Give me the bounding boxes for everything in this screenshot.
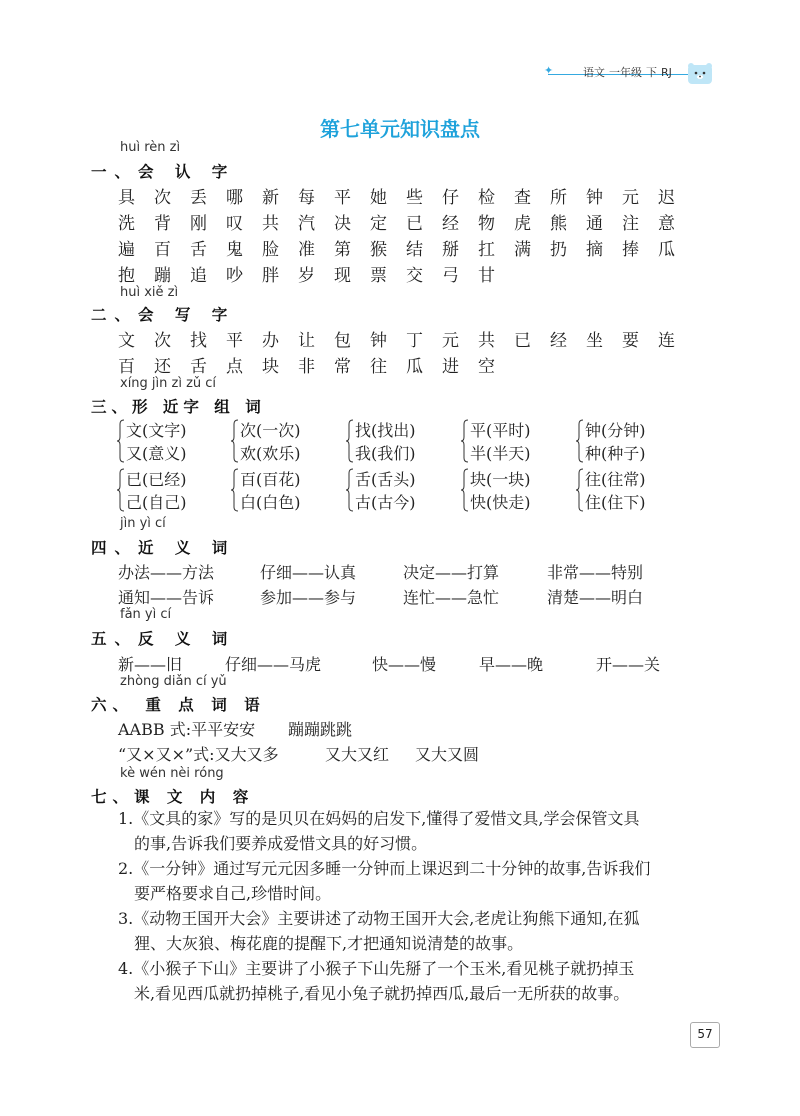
section5-heading: 五、反 义 词 xyxy=(91,630,236,648)
char-row xyxy=(118,209,694,235)
char: 脸 xyxy=(262,240,279,260)
char: 吵 xyxy=(226,266,243,286)
char: 次 xyxy=(154,188,171,208)
char: 丁 xyxy=(406,331,423,351)
aabb-example: 蹦蹦跳跳 xyxy=(288,720,353,739)
char: 往 xyxy=(370,357,387,377)
similar-char-group xyxy=(575,418,685,464)
lesson-summaries xyxy=(118,806,718,1006)
star-icon: ✦ xyxy=(544,64,554,77)
char: 她 xyxy=(370,188,387,208)
char: 舌 xyxy=(190,357,207,377)
brace-icon xyxy=(345,418,355,464)
char: 共 xyxy=(262,214,279,234)
char: 追 xyxy=(190,266,207,286)
section4-pinyin: jìn yì cí xyxy=(120,516,166,531)
section6-pinyin: zhòng diǎn cí yǔ xyxy=(120,674,227,689)
section2-pinyin: huì xiě zì xyxy=(120,285,179,300)
char: 百 xyxy=(154,240,171,260)
char: 摘 xyxy=(586,240,603,260)
char: 坐 xyxy=(586,331,603,351)
brace-icon xyxy=(575,418,585,464)
group-word: 文(文字) xyxy=(126,421,187,440)
char: 满 xyxy=(514,240,531,260)
synonym-pair: 办法——方法 xyxy=(118,563,215,582)
similar-char-group xyxy=(116,418,226,464)
summary-line: 2.《一分钟》通过写元元因多睡一分钟而上课迟到二十分钟的故事,告诉我们 xyxy=(118,859,651,878)
section2-grid xyxy=(118,326,694,378)
group-word: 己(自己) xyxy=(126,493,187,512)
group-word: 半(半天) xyxy=(470,444,531,463)
section3-pinyin: xíng jìn zì zǔ cí xyxy=(120,376,217,391)
summary-line: 1.《文具的家》写的是贝贝在妈妈的启发下,懂得了爱惜文具,学会保管文具 xyxy=(118,809,640,828)
char: 定 xyxy=(370,214,387,234)
char: 元 xyxy=(442,331,459,351)
char: 交 xyxy=(406,266,423,286)
char: 背 xyxy=(154,214,171,234)
char-row xyxy=(118,261,694,287)
char: 要 xyxy=(622,331,639,351)
section3-heading: 三、形 近字 组 词 xyxy=(91,398,266,416)
group-word: 平(平时) xyxy=(470,421,531,440)
synonym-pair: 参加——参与 xyxy=(260,588,357,607)
char: 汽 xyxy=(298,214,315,234)
group-word: 已(已经) xyxy=(126,470,187,489)
similar-char-group xyxy=(230,467,340,513)
char: 元 xyxy=(622,188,639,208)
char: 扛 xyxy=(478,240,495,260)
char: 平 xyxy=(226,331,243,351)
char: 意 xyxy=(658,214,675,234)
section7-pinyin: kè wén nèi róng xyxy=(120,766,224,781)
char: 岁 xyxy=(298,266,315,286)
similar-char-group xyxy=(460,418,570,464)
char: 查 xyxy=(514,188,531,208)
brace-icon xyxy=(230,418,240,464)
similar-char-group xyxy=(345,418,455,464)
char: 还 xyxy=(154,357,171,377)
similar-char-group xyxy=(575,467,685,513)
char: 结 xyxy=(406,240,423,260)
summary-line: 狸、大灰狼、梅花鹿的提醒下,才把通知说清楚的故事。 xyxy=(134,934,524,953)
char: 弓 xyxy=(442,266,459,286)
char: 甘 xyxy=(478,266,495,286)
char: 胖 xyxy=(262,266,279,286)
antonym-pair: 早——晚 xyxy=(479,655,544,674)
char: 准 xyxy=(298,240,315,260)
page-number: 57 xyxy=(697,1027,713,1041)
group-word: 又(意义) xyxy=(126,444,187,463)
group-word: 白(白色) xyxy=(240,493,301,512)
similar-char-group xyxy=(116,467,226,513)
char: 遍 xyxy=(118,240,135,260)
group-word: 古(古今) xyxy=(355,493,416,512)
brace-icon xyxy=(575,467,585,513)
char: 新 xyxy=(262,188,279,208)
char: 迟 xyxy=(658,188,675,208)
synonym-pair: 非常——特别 xyxy=(547,563,644,582)
section1-grid xyxy=(118,183,694,287)
summary-line: 要严格要求自己,珍惜时间。 xyxy=(134,884,332,903)
section4-heading: 四、近 义 词 xyxy=(91,539,236,557)
char: 块 xyxy=(262,357,279,377)
yox-example: 又大又红 xyxy=(325,745,390,764)
summary-line: 4.《小猴子下山》主要讲了小猴子下山先掰了一个玉米,看见桃子就扔掉玉 xyxy=(118,959,635,978)
antonym-pair: 仔细——马虎 xyxy=(225,655,322,674)
group-word: 舌(舌头) xyxy=(355,470,416,489)
char: 每 xyxy=(298,188,315,208)
char: 刚 xyxy=(190,214,207,234)
char: 平 xyxy=(334,188,351,208)
char: 扔 xyxy=(550,240,567,260)
group-word: 往(往常) xyxy=(585,470,646,489)
lesson-summary xyxy=(118,806,718,856)
similar-char-group xyxy=(345,467,455,513)
lesson-summary xyxy=(118,906,718,956)
group-word: 快(快走) xyxy=(470,493,531,512)
synonym-pair: 连忙——急忙 xyxy=(403,588,500,607)
summary-line: 米,看见西瓜就扔掉桃子,看见小兔子就扔掉西瓜,最后一无所获的故事。 xyxy=(134,984,630,1003)
header-subject: 语文 xyxy=(583,66,605,79)
char: 找 xyxy=(190,331,207,351)
char-row xyxy=(118,235,694,261)
brace-icon xyxy=(345,467,355,513)
char: 包 xyxy=(334,331,351,351)
char: 百 xyxy=(118,357,135,377)
header-label xyxy=(583,64,676,80)
char: 瓜 xyxy=(658,240,675,260)
char: 进 xyxy=(442,357,459,377)
page-title: 第七单元知识盘点 xyxy=(320,117,480,141)
header-term: 下 xyxy=(646,66,657,79)
char: 所 xyxy=(550,188,567,208)
section7-heading: 七、课 文 内 容 xyxy=(91,788,255,806)
char: 现 xyxy=(334,266,351,286)
char: 掰 xyxy=(442,240,459,260)
char: 舌 xyxy=(190,240,207,260)
group-word: 我(我们) xyxy=(355,444,416,463)
header-grade: 一年级 xyxy=(609,66,642,79)
char: 些 xyxy=(406,188,423,208)
lesson-summary xyxy=(118,956,718,1006)
summary-line: 3.《动物王国开大会》主要讲述了动物王国开大会,老虎让狗熊下通知,在狐 xyxy=(118,909,640,928)
char: 检 xyxy=(478,188,495,208)
brace-icon xyxy=(116,467,126,513)
group-word: 百(百花) xyxy=(240,470,301,489)
char: 办 xyxy=(262,331,279,351)
char: 哪 xyxy=(226,188,243,208)
char: 点 xyxy=(226,357,243,377)
char: 让 xyxy=(298,331,315,351)
char: 猴 xyxy=(370,240,387,260)
char: 蹦 xyxy=(154,266,171,286)
yox-examples: “又×又×”式:又大又多 xyxy=(118,745,279,764)
char: 鬼 xyxy=(226,240,243,260)
synonym-pair: 清楚——明白 xyxy=(547,588,644,607)
char: 丢 xyxy=(190,188,207,208)
char: 捧 xyxy=(622,240,639,260)
char: 叹 xyxy=(226,214,243,234)
char: 抱 xyxy=(118,266,135,286)
antonym-pair: 快——慢 xyxy=(372,655,437,674)
char: 第 xyxy=(334,240,351,260)
group-word: 钟(分钟) xyxy=(585,421,646,440)
brace-icon xyxy=(460,467,470,513)
synonym-pair: 仔细——认真 xyxy=(260,563,357,582)
char: 共 xyxy=(478,331,495,351)
char: 次 xyxy=(154,331,171,351)
section5-pinyin: fǎn yì cí xyxy=(120,607,172,622)
section1-pinyin: huì rèn zì xyxy=(120,140,181,155)
char: 经 xyxy=(442,214,459,234)
antonym-pair: 新——旧 xyxy=(118,655,183,674)
synonym-pair: 决定——打算 xyxy=(403,563,500,582)
group-word: 找(找出) xyxy=(355,421,416,440)
char: 虎 xyxy=(514,214,531,234)
char: 已 xyxy=(514,331,531,351)
char: 经 xyxy=(550,331,567,351)
group-word: 次(一次) xyxy=(240,421,301,440)
similar-char-group xyxy=(230,418,340,464)
char: 钟 xyxy=(586,188,603,208)
char: 常 xyxy=(334,357,351,377)
brace-icon xyxy=(116,418,126,464)
char: 洗 xyxy=(118,214,135,234)
aabb-examples: AABB 式:平平安安 xyxy=(118,720,256,739)
char: 具 xyxy=(118,188,135,208)
char: 空 xyxy=(478,357,495,377)
header-edition: RJ xyxy=(661,66,672,79)
char: 瓜 xyxy=(406,357,423,377)
char: 熊 xyxy=(550,214,567,234)
char: 钟 xyxy=(370,331,387,351)
char: 注 xyxy=(622,214,639,234)
summary-line: 的事,告诉我们要养成爱惜文具的好习惯。 xyxy=(134,834,428,853)
char: 文 xyxy=(118,331,135,351)
char-row xyxy=(118,352,694,378)
group-word: 种(种子) xyxy=(585,444,646,463)
char: 仔 xyxy=(442,188,459,208)
group-word: 住(住下) xyxy=(585,493,646,512)
bear-mascot-icon xyxy=(686,61,714,85)
yox-example: 又大又圆 xyxy=(415,745,480,764)
char: 物 xyxy=(478,214,495,234)
char: 通 xyxy=(586,214,603,234)
char-row xyxy=(118,183,694,209)
similar-char-group xyxy=(460,467,570,513)
section6-heading: 六、 重 点 词 语 xyxy=(91,696,266,714)
section1-heading: 一、会 认 字 xyxy=(91,163,236,181)
char: 决 xyxy=(334,214,351,234)
char: 已 xyxy=(406,214,423,234)
section2-heading: 二、会 写 字 xyxy=(91,306,236,324)
group-word: 欢(欢乐) xyxy=(240,444,301,463)
antonym-pair: 开——关 xyxy=(596,655,661,674)
group-word: 块(一块) xyxy=(470,470,531,489)
char: 连 xyxy=(658,331,675,351)
char-row xyxy=(118,326,694,352)
brace-icon xyxy=(230,467,240,513)
brace-icon xyxy=(460,418,470,464)
synonym-pair: 通知——告诉 xyxy=(118,588,215,607)
lesson-summary xyxy=(118,856,718,906)
char: 票 xyxy=(370,266,387,286)
char: 非 xyxy=(298,357,315,377)
